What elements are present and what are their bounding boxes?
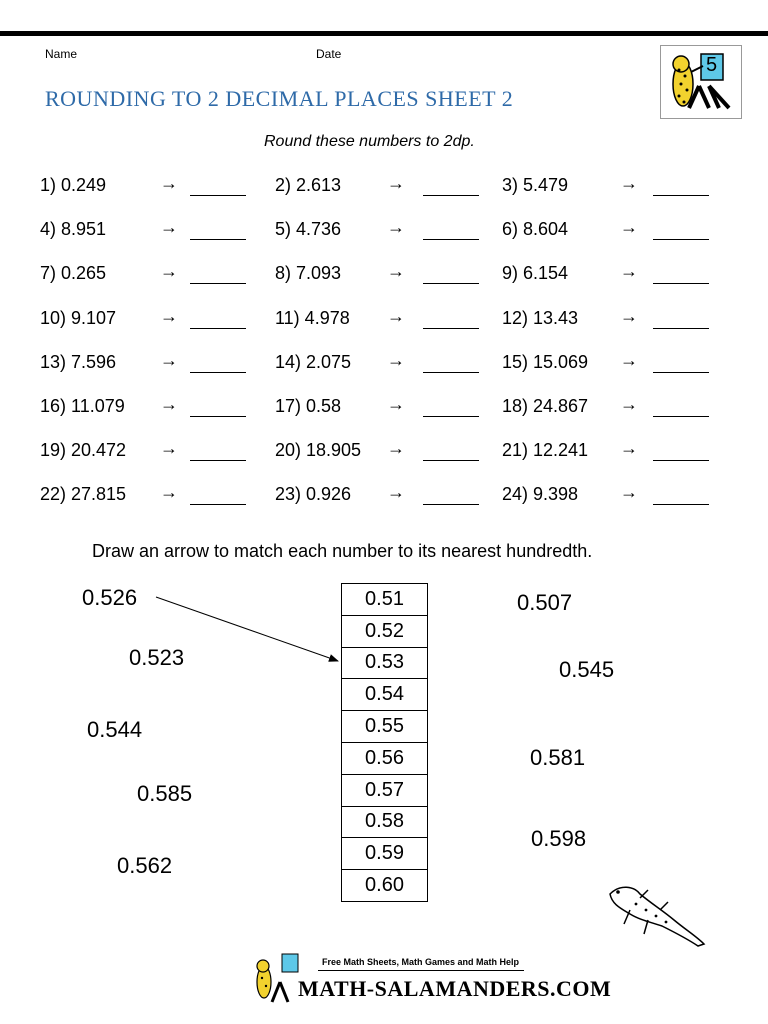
left-number: 0.544 — [87, 717, 143, 742]
left-number: 0.523 — [129, 645, 185, 670]
problem-text: 10) 9.107 — [40, 308, 117, 328]
target-value[interactable]: 0.51 — [342, 584, 428, 616]
problem-text: 17) 0.58 — [275, 396, 342, 416]
left-number: 0.526 — [82, 585, 138, 610]
footer-logo — [248, 952, 612, 1004]
right-arrow-icon: → — [160, 217, 178, 237]
matching-instructions: Draw an arrow to match each number to its nearest hundredth. — [92, 541, 593, 561]
left-number: 0.562 — [117, 853, 173, 878]
right-arrow-icon: → — [160, 438, 178, 458]
problem-text: 7) 0.265 — [40, 263, 107, 283]
right-arrow-icon: → — [620, 350, 638, 370]
right-arrow-icon: → — [160, 350, 178, 370]
problem-text: 16) 11.079 — [40, 396, 125, 416]
right-number: 0.507 — [517, 590, 573, 615]
target-value[interactable]: 0.54 — [342, 679, 428, 711]
problem-text: 22) 27.815 — [40, 484, 127, 504]
problem-text: 2) 2.613 — [275, 175, 342, 195]
right-arrow-icon: → — [387, 438, 405, 458]
name-label: Name — [45, 47, 78, 61]
problem-text: 3) 5.479 — [502, 175, 569, 195]
right-arrow-icon: → — [160, 482, 178, 502]
target-value[interactable]: 0.53 — [342, 647, 428, 679]
footer-tagline: Free Math Sheets, Math Games and Math Help — [322, 957, 520, 967]
problem-text: 1) 0.249 — [40, 175, 107, 195]
footer-divider — [318, 970, 524, 971]
right-arrow-icon: → — [620, 306, 638, 326]
right-arrow-icon: → — [387, 217, 405, 237]
problem-text: 24) 9.398 — [502, 484, 579, 504]
right-arrow-icon: → — [387, 350, 405, 370]
right-arrow-icon: → — [620, 217, 638, 237]
problem-text: 5) 4.736 — [275, 219, 342, 239]
problem-text: 15) 15.069 — [502, 352, 589, 372]
right-arrow-icon: → — [387, 306, 405, 326]
problem-text: 18) 24.867 — [502, 396, 589, 416]
right-arrow-icon: → — [160, 306, 178, 326]
date-label: Date — [316, 47, 342, 61]
problem-text: 13) 7.596 — [40, 352, 117, 372]
target-value[interactable]: 0.59 — [342, 838, 428, 870]
footer-salamander-icon — [248, 952, 304, 1004]
problem-text: 4) 8.951 — [40, 219, 107, 239]
target-value[interactable]: 0.57 — [342, 774, 428, 806]
left-number: 0.585 — [137, 781, 193, 806]
target-value[interactable]: 0.52 — [342, 615, 428, 647]
right-arrow-icon: → — [387, 173, 405, 193]
problem-text: 9) 6.154 — [502, 263, 569, 283]
target-value[interactable]: 0.55 — [342, 711, 428, 743]
problem-text: 11) 4.978 — [275, 308, 350, 328]
page-title: ROUNDING TO 2 DECIMAL PLACES SHEET 2 — [45, 86, 514, 111]
right-arrow-icon: → — [160, 173, 178, 193]
right-number: 0.545 — [559, 657, 615, 682]
instructions: Round these numbers to 2dp. — [264, 133, 475, 150]
target-value[interactable]: 0.60 — [342, 870, 428, 902]
problem-text: 21) 12.241 — [502, 440, 589, 460]
right-arrow-icon: → — [160, 261, 178, 281]
right-arrow-icon: → — [387, 482, 405, 502]
target-value[interactable]: 0.58 — [342, 806, 428, 838]
problem-text: 23) 0.926 — [275, 484, 352, 504]
problem-text: 19) 20.472 — [40, 440, 127, 460]
right-arrow-icon: → — [620, 261, 638, 281]
problem-text: 8) 7.093 — [275, 263, 342, 283]
problem-text: 14) 2.075 — [275, 352, 352, 372]
right-number: 0.581 — [530, 745, 586, 770]
salamander-drawing-icon — [600, 880, 710, 950]
right-arrow-icon: → — [387, 394, 405, 414]
grade-badge: 5 — [706, 54, 718, 76]
problem-text: 12) 13.43 — [502, 308, 579, 328]
problem-text: 20) 18.905 — [275, 440, 362, 460]
right-arrow-icon: → — [620, 482, 638, 502]
target-value[interactable]: 0.56 — [342, 742, 428, 774]
problem-text: 6) 8.604 — [502, 219, 569, 239]
right-arrow-icon: → — [387, 261, 405, 281]
footer-site: MATH-SALAMANDERS.COM — [298, 976, 612, 1001]
right-arrow-icon: → — [620, 394, 638, 414]
right-number: 0.598 — [531, 826, 587, 851]
right-arrow-icon: → — [160, 394, 178, 414]
right-arrow-icon: → — [620, 438, 638, 458]
right-arrow-icon: → — [620, 173, 638, 193]
